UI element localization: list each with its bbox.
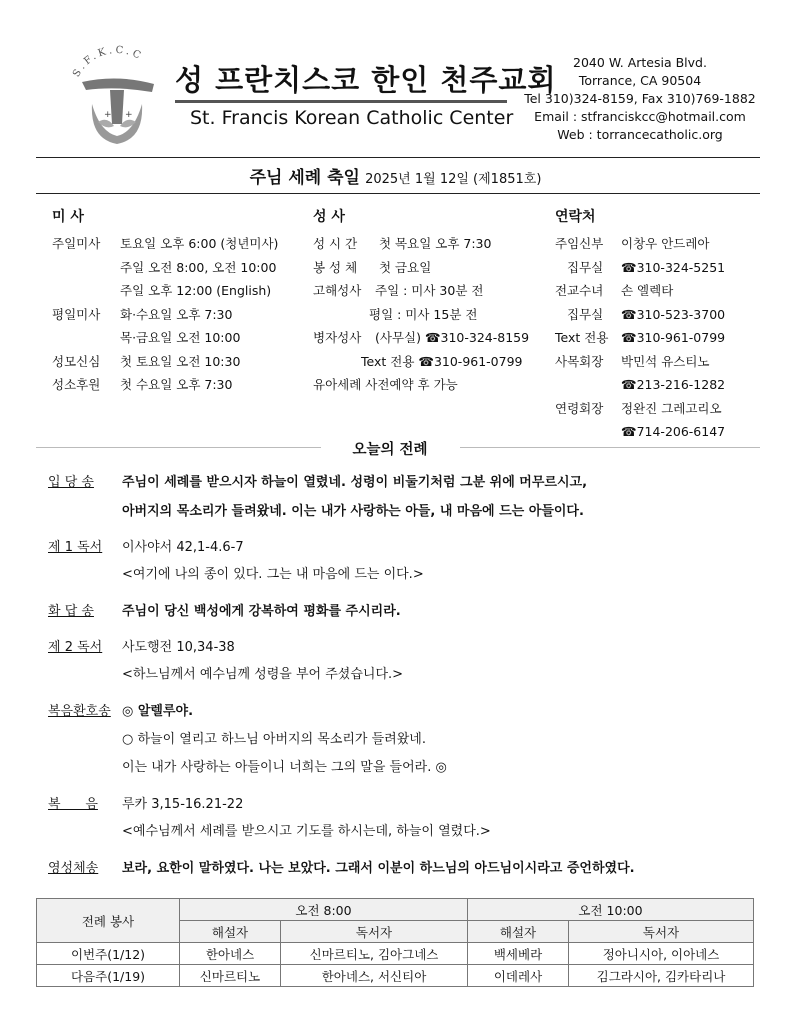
mass-row: 평일미사 화·수요일 오후 7:30 xyxy=(52,306,233,322)
entrance-text-2: 아버지의 목소리가 들려왔네. 이는 내가 사랑하는 아들, 내 마음에 드는 아들이다. xyxy=(122,504,584,519)
date-issue: 2025년 1월 12일 (제1851호) xyxy=(365,172,542,187)
sacraments-heading: 성 사 xyxy=(313,209,345,225)
mass-schedule xyxy=(52,232,302,397)
gospel-summary: <예수님께서 세례를 받으시고 기도를 하시는데, 하늘이 열렸다.> xyxy=(122,824,491,839)
sacrament-row: 유아세례 사전예약 후 가능 xyxy=(313,377,458,392)
contact-row: 주임신부 이창우 안드레아 xyxy=(555,236,710,251)
mass-row: 주일미사 토요일 오후 6:00 (청년미사) xyxy=(52,236,279,251)
week-cell: 다음주(1/19) xyxy=(37,965,180,987)
email: Email : stfranciskcc@hotmail.com xyxy=(534,109,746,124)
address-line2: Torrance, CA 90504 xyxy=(578,73,702,88)
gospel-label: 복 음 xyxy=(48,797,98,812)
alleluia-verse-2: 이는 내가 사랑하는 아들이니 너희는 그의 말을 들어라. ◎ xyxy=(122,760,447,775)
contact-row: ☎714-206-6147 xyxy=(621,424,726,439)
phone-fax: Tel 310)324-8159, Fax 310)769-1882 xyxy=(524,91,756,106)
mass-row: 성모신심 첫 토요일 오전 10:30 xyxy=(52,353,241,369)
alleluia-verse-1: ○ 하늘이 열리고 하느님 아버지의 목소리가 들려왔네. xyxy=(122,732,426,747)
communion-text: 보라, 요한이 말하였다. 나는 보았다. 그래서 이분이 하느님의 아드님이시라고 증언하였다. xyxy=(122,861,635,876)
commentator-header: 해설자 xyxy=(180,921,281,943)
contact-list xyxy=(555,232,765,444)
contact-row: Text 전용 ☎310-961-0799 xyxy=(555,330,726,345)
title-bar xyxy=(0,163,791,188)
commentator-header: 해설자 xyxy=(468,921,569,943)
section-divider xyxy=(460,447,760,448)
commentator-cell: 한아네스 xyxy=(180,943,281,965)
address-line1: 2040 W. Artesia Blvd. xyxy=(573,55,707,70)
lector-cell: 정아니시아, 이아네스 xyxy=(569,943,754,965)
ministry-table xyxy=(36,898,754,987)
church-logo xyxy=(62,44,172,150)
svg-text:S.F.K.C.C xyxy=(71,45,145,79)
mass1-header: 오전 8:00 xyxy=(180,899,468,921)
sacrament-schedule xyxy=(313,232,543,397)
psalm-text: 주님이 당신 백성에게 강복하여 평화를 주시리라. xyxy=(122,604,401,619)
church-name-ko: 성 프란치스코 한인 천주교회 xyxy=(175,63,557,97)
contact-row: 연령회장 정완진 그레고리오 xyxy=(555,400,722,416)
mass-row: 주일 오전 8:00, 오전 10:00 xyxy=(120,259,277,275)
lector-header: 독서자 xyxy=(569,921,754,943)
sacrament-row: Text 전용 ☎310-961-0799 xyxy=(361,353,523,369)
psalm-label: 화 답 송 xyxy=(48,604,94,619)
commentator-cell: 신마르티노 xyxy=(180,965,281,987)
sacrament-row: 병자성사 (사무실) ☎310-324-8159 xyxy=(313,330,530,345)
logo-text: S.F.K.C.C xyxy=(71,44,145,80)
alleluia-label: 복음환호송 xyxy=(48,704,111,719)
reading1-ref: 이사야서 42,1-4.6-7 xyxy=(122,540,244,555)
sacrament-row: 봉 성 체 첫 금요일 xyxy=(313,259,432,275)
lector-cell: 신마르티노, 김아그네스 xyxy=(281,943,468,965)
table-title: 전례 봉사 xyxy=(37,899,180,943)
entrance-label: 입 당 송 xyxy=(48,475,94,490)
top-rule xyxy=(36,157,760,158)
feast-title: 주님 세례 축일 xyxy=(249,168,360,188)
sacrament-row: 성 시 간 첫 목요일 오후 7:30 xyxy=(313,236,492,251)
svg-text:+: + xyxy=(104,110,112,120)
reading1-summary: <여기에 나의 종이 있다. 그는 내 마음에 드는 이다.> xyxy=(122,567,424,582)
lector-cell: 한아네스, 서신티아 xyxy=(281,965,468,987)
mass-row: 성소후원 첫 수요일 오후 7:30 xyxy=(52,377,233,392)
mass-row: 주일 오후 12:00 (English) xyxy=(120,283,272,298)
contact-info xyxy=(515,54,765,144)
contact-row: 집무실 ☎310-523-3700 xyxy=(567,306,726,322)
reading2-summary: <하느님께서 예수님께 성령을 부어 주셨습니다.> xyxy=(122,667,404,682)
lector-cell: 김그라시아, 김카타리나 xyxy=(569,965,754,987)
alleluia-text: ◎ 알렐루야. xyxy=(122,704,194,719)
contact-row: ☎213-216-1282 xyxy=(621,377,726,392)
website: Web : torrancecatholic.org xyxy=(557,127,723,142)
communion-label: 영성체송 xyxy=(48,861,99,876)
commentator-cell: 이데레사 xyxy=(468,965,569,987)
table-header-row xyxy=(37,899,754,921)
entrance-text-1: 주님이 세례를 받으시자 하늘이 열렸네. 성령이 비둘기처럼 그분 위에 머무르시고, xyxy=(122,475,588,490)
reading2-label: 제 2 독서 xyxy=(48,640,103,655)
mass2-header: 오전 10:00 xyxy=(468,899,754,921)
mass-heading: 미 사 xyxy=(52,209,84,225)
section-divider xyxy=(36,447,321,448)
contact-row: 집무실 ☎310-324-5251 xyxy=(567,259,726,275)
mass-row: 목·금요일 오전 10:00 xyxy=(120,330,241,345)
contact-row: 전교수녀 손 엘렉타 xyxy=(555,283,674,298)
contact-row: 사목회장 박민석 유스티노 xyxy=(555,353,710,369)
gospel-ref: 루카 3,15-16.21-22 xyxy=(122,797,244,812)
header-rule xyxy=(175,100,507,103)
church-name-en: St. Francis Korean Catholic Center xyxy=(190,107,514,129)
reading2-ref: 사도행전 10,34-38 xyxy=(122,640,235,655)
sacrament-row: 고해성사 주일 : 미사 30분 전 xyxy=(313,283,484,298)
table-row xyxy=(37,943,754,965)
table-row xyxy=(37,965,754,987)
svg-text:+: + xyxy=(125,110,133,120)
title-rule xyxy=(36,193,760,194)
lector-header: 독서자 xyxy=(281,921,468,943)
liturgy-title: 오늘의 전례 xyxy=(352,442,428,458)
commentator-cell: 백세베라 xyxy=(468,943,569,965)
contacts-heading: 연락처 xyxy=(555,209,596,225)
week-cell: 이번주(1/12) xyxy=(37,943,180,965)
sacrament-row: 평일 : 미사 15분 전 xyxy=(369,306,478,322)
reading1-label: 제 1 독서 xyxy=(48,540,103,555)
